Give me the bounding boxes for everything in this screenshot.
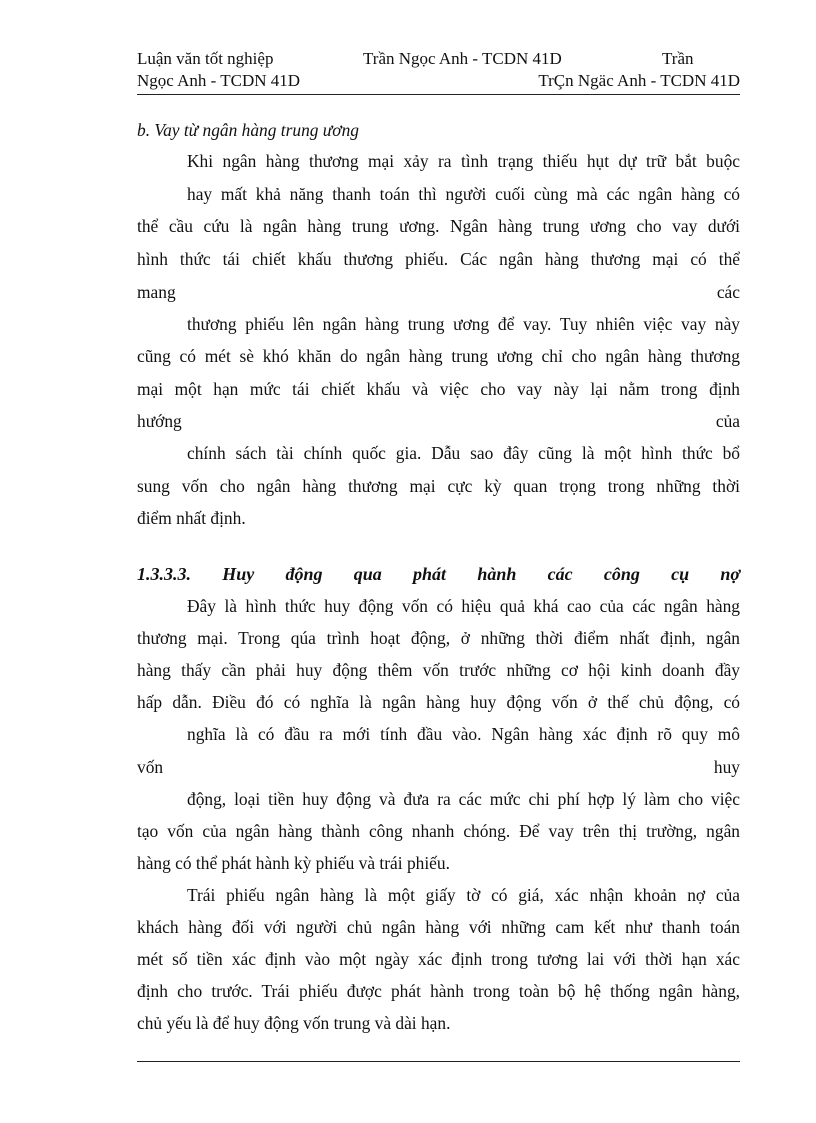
paragraph-line: nghĩa là có đầu ra mới tính đầu vào. Ngân hàng xác định rõ quy mô bbox=[187, 724, 740, 744]
heading-word: cụ bbox=[671, 564, 690, 584]
paragraph-line: hình thức tái chiết khấu thương phiếu. Các ngân hàng thương mại có thể bbox=[137, 249, 740, 269]
heading-word: công bbox=[603, 564, 640, 584]
heading-word: qua bbox=[353, 564, 382, 584]
footer-divider bbox=[137, 1061, 740, 1062]
paragraph-line: tạo vốn của ngân hàng thành công nhanh chóng. Để vay trên thị trường, ngân bbox=[137, 821, 740, 841]
paragraph-line: hay mất khả năng thanh toán thì người cuối cùng mà các ngân hàng có bbox=[187, 184, 740, 204]
header-thesis-label: Luận văn tốt nghiệp bbox=[137, 49, 274, 68]
paragraph-line: cũng có mét sè khó khăn do ngân hàng trung ương chỉ cho ngân hàng thương bbox=[137, 346, 740, 366]
paragraph-line: động, loại tiền huy động và đưa ra các mức chi phí hợp lý làm cho việc bbox=[187, 789, 740, 809]
paragraph-line: hấp dẫn. Điều đó có nghĩa là ngân hàng huy động vốn ở thế chủ động, có bbox=[137, 692, 740, 712]
header-author-continued: Ngọc Anh - TCDN 41D bbox=[137, 71, 301, 90]
paragraph-line: Trái phiếu ngân hàng là một giấy tờ có giá, xác nhận khoản nợ của bbox=[187, 885, 740, 905]
heading-word: phát bbox=[413, 564, 447, 584]
split-right-word: các bbox=[716, 282, 740, 302]
paragraph-line: Khi ngân hàng thương mại xảy ra tình trạng thiếu hụt dự trữ bắt buộc bbox=[187, 151, 740, 171]
paragraph-line: mét số tiền xác định vào một ngày xác định trong tương lai với thời hạn xác bbox=[137, 949, 740, 969]
paragraph-line: chính sách tài chính quốc gia. Dẫu sao đây cũng là một hình thức bổ bbox=[187, 443, 740, 463]
header-author-fragment: Trần bbox=[662, 49, 694, 68]
paragraph-line: hàng thấy cần phải huy động thêm vốn trước những cơ hội kinh doanh đầy bbox=[137, 660, 740, 680]
split-right-word: của bbox=[715, 411, 740, 431]
paragraph-line: Đây là hình thức huy động vốn có hiệu quả khá cao của các ngân hàng bbox=[187, 596, 740, 616]
paragraph-line: khách hàng đối với người chủ ngân hàng với những cam kết như thanh toán bbox=[137, 917, 740, 937]
split-right-word: huy bbox=[713, 757, 740, 777]
split-left-word: mang bbox=[137, 282, 176, 302]
split-left-word: vốn bbox=[137, 757, 164, 777]
paragraph-line: hàng có thể phát hành kỳ phiếu và trái phiếu. bbox=[137, 853, 450, 873]
paragraph-line: chủ yếu là để huy động vốn trung và dài hạn. bbox=[137, 1013, 451, 1033]
section-heading-1-3-3-3 bbox=[137, 563, 740, 585]
header-author: Trần Ngọc Anh - TCDN 41D bbox=[363, 49, 562, 68]
header-author-garbled: TrÇn Ngäc Anh - TCDN 41D bbox=[538, 71, 740, 90]
heading-word: Huy bbox=[222, 564, 255, 584]
paragraph-line: thương mại. Trong qúa trình hoạt động, ở những thời điểm nhất định, ngân bbox=[137, 628, 740, 648]
paragraph-line: định cho trước. Trái phiếu được phát hành trong toàn bộ hệ thống ngân hàng, bbox=[137, 981, 740, 1001]
paragraph-line: điểm nhất định. bbox=[137, 508, 246, 528]
heading-number: 1.3.3.3. bbox=[137, 564, 191, 584]
subsection-b-title: b. Vay từ ngân hàng trung ương bbox=[137, 120, 359, 140]
heading-word: nợ bbox=[720, 564, 741, 584]
split-left-word: hướng bbox=[137, 411, 182, 431]
paragraph-line: thương phiếu lên ngân hàng trung ương để vay. Tuy nhiên việc vay này bbox=[187, 314, 740, 334]
page-header bbox=[137, 48, 740, 95]
paragraph-line: sung vốn cho ngân hàng thương mại cực kỳ quan trọng trong những thời bbox=[137, 476, 740, 496]
heading-word: hành bbox=[477, 564, 517, 584]
paragraph-line: thể cầu cứu là ngân hàng trung ương. Ngân hàng trung ương cho vay dưới bbox=[137, 216, 740, 236]
heading-word: động bbox=[285, 564, 323, 584]
heading-word: các bbox=[547, 564, 573, 584]
paragraph-line: mại một hạn mức tái chiết khấu và việc cho vay này lại nằm trong định bbox=[137, 379, 740, 399]
